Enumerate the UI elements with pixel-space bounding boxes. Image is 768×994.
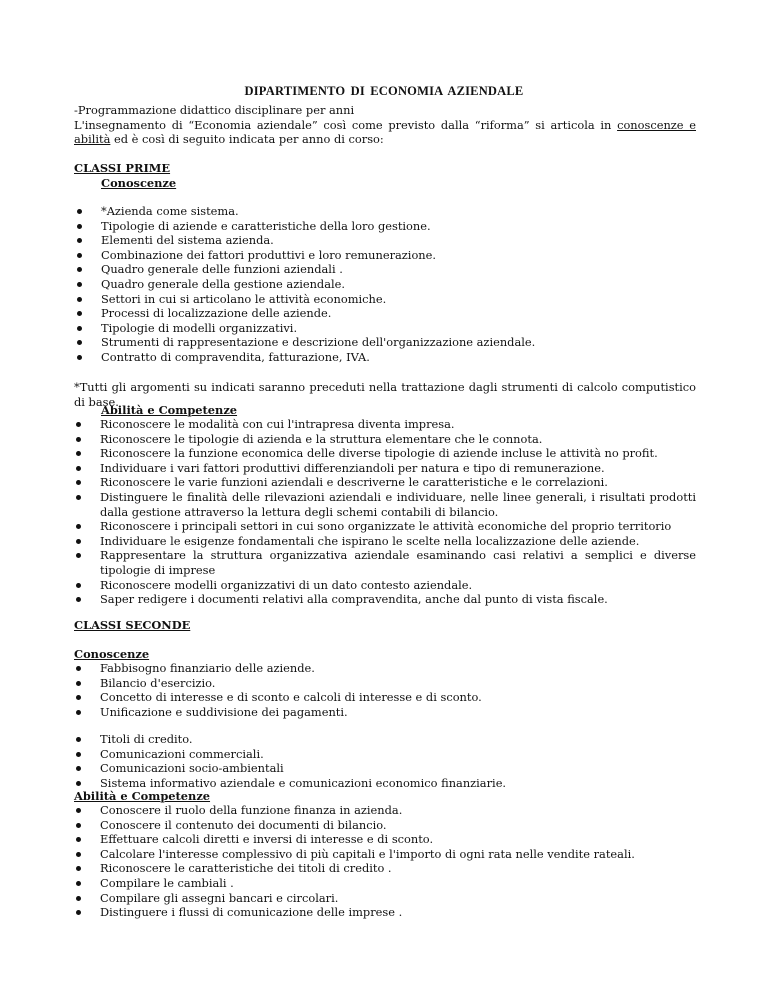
list-item: Effettuare calcoli diretti e inversi di interesse e di sconto. (74, 832, 696, 847)
list-item: Contratto di compravendita, fatturazione, IVA. (74, 350, 696, 365)
list-item: Combinazione dei fattori produttivi e loro remunerazione. (74, 248, 696, 263)
list-item: Bilancio d'esercizio. (74, 676, 696, 691)
list-item: Comunicazioni commerciali. (74, 747, 696, 762)
list-item: Titoli di credito. (74, 732, 696, 747)
section-heading-seconde: CLASSI SECONDE (74, 618, 191, 632)
list-item: Fabbisogno finanziario delle aziende. (74, 661, 696, 676)
list-item: Riconoscere la funzione economica delle diverse tipologie di aziende incluse le attività no profit. (74, 446, 696, 461)
list-item: Riconoscere modelli organizzativi di un dato contesto aziendale. (74, 578, 696, 593)
prime-abilita-heading: Abilità e Competenze (101, 403, 238, 417)
list-item: Unificazione e suddivisione dei pagamenti. (74, 705, 696, 720)
list-item: Distinguere i flussi di comunicazione delle imprese . (74, 905, 696, 920)
list-item: Sistema informativo aziendale e comunicazioni economico finanziarie. (74, 776, 696, 791)
list-item: Calcolare l'interesse complessivo di più capitali e l'importo di ogni rata nelle vendite rateali. (74, 847, 696, 862)
intro-text-b: ed è così di seguito indicata per anno di corso: (110, 132, 384, 147)
prime-conoscenze-heading: Conoscenze (101, 176, 177, 190)
list-item: Concetto di interesse e di sconto e calcoli di interesse e di sconto. (74, 690, 696, 705)
list-item: Riconoscere i principali settori in cui sono organizzate le attività economiche del proprio territorio (74, 519, 696, 534)
seconde-conoscenze-list-a (74, 661, 696, 719)
section-heading-prime: CLASSI PRIME (74, 161, 171, 175)
list-item: *Azienda come sistema. (74, 204, 696, 219)
list-item: Strumenti di rappresentazione e descrizione dell'organizzazione aziendale. (74, 335, 696, 350)
list-item: Riconoscere le caratteristiche dei titoli di credito . (74, 861, 696, 876)
list-item: Elementi del sistema azienda. (74, 233, 696, 248)
seconde-conoscenze-list-b (74, 732, 696, 790)
intro-paragraph (74, 103, 696, 147)
intro-underlined: conoscenze e abilità (74, 117, 696, 147)
list-item: Riconoscere le modalità con cui l'intrapresa diventa impresa. (74, 417, 696, 432)
seconde-abilita-list (74, 803, 696, 920)
list-item: Conoscere il ruolo della funzione finanza in azienda. (74, 803, 696, 818)
list-item: Compilare le cambiali . (74, 876, 696, 891)
intro-text-a: L'insegnamento di “Economia aziendale” così come previsto dalla “riforma” si articola in (74, 117, 618, 132)
list-item: Comunicazioni socio-ambientali (74, 761, 696, 776)
list-item: Processi di localizzazione delle aziende. (74, 306, 696, 321)
list-item: Distinguere le finalità delle rilevazioni aziendali e individuare, nelle linee generali, i risultati prodotti dalla gestione attraverso la lettura degli schemi contabili di bilancio. (74, 490, 696, 519)
list-item: Rappresentare la struttura organizzativa aziendale esaminando casi relativi a semplici e diverse tipologie di imprese (74, 548, 696, 577)
intro-line-1: -Programmazione didattico disciplinare per anni (74, 103, 355, 117)
prime-conoscenze-list (74, 204, 696, 365)
prime-abilita-list (74, 417, 696, 607)
intro-line-2 (74, 118, 696, 147)
list-item: Settori in cui si articolano le attività economiche. (74, 292, 696, 307)
list-item: Individuare i vari fattori produttivi differenziandoli per natura e tipo di remunerazione. (74, 461, 696, 476)
prime-note: *Tutti gli argomenti su indicati saranno preceduti nella trattazione dagli strumenti di calcolo computistico di base. (74, 380, 696, 409)
list-item: Riconoscere le varie funzioni aziendali e descriverne le caratteristiche e le correlazioni. (74, 475, 696, 490)
list-item: Saper redigere i documenti relativi alla compravendita, anche dal punto di vista fiscale. (74, 592, 696, 607)
list-item: Quadro generale delle funzioni aziendali . (74, 262, 696, 277)
list-item: Tipologie di modelli organizzativi. (74, 321, 696, 336)
seconde-conoscenze-heading: Conoscenze (74, 647, 150, 661)
list-item: Compilare gli assegni bancari e circolari. (74, 891, 696, 906)
list-item: Tipologie di aziende e caratteristiche della loro gestione. (74, 219, 696, 234)
seconde-abilita-heading: Abilità e Competenze (74, 789, 211, 803)
list-item: Quadro generale della gestione aziendale. (74, 277, 696, 292)
list-item: Conoscere il contenuto dei documenti di bilancio. (74, 818, 696, 833)
list-item: Riconoscere le tipologie di azienda e la struttura elementare che le connota. (74, 432, 696, 447)
list-item: Individuare le esigenze fondamentali che ispirano le scelte nella localizzazione delle aziende. (74, 534, 696, 549)
document-title: DIPARTIMENTO DI ECONOMIA AZIENDALE (244, 84, 524, 98)
